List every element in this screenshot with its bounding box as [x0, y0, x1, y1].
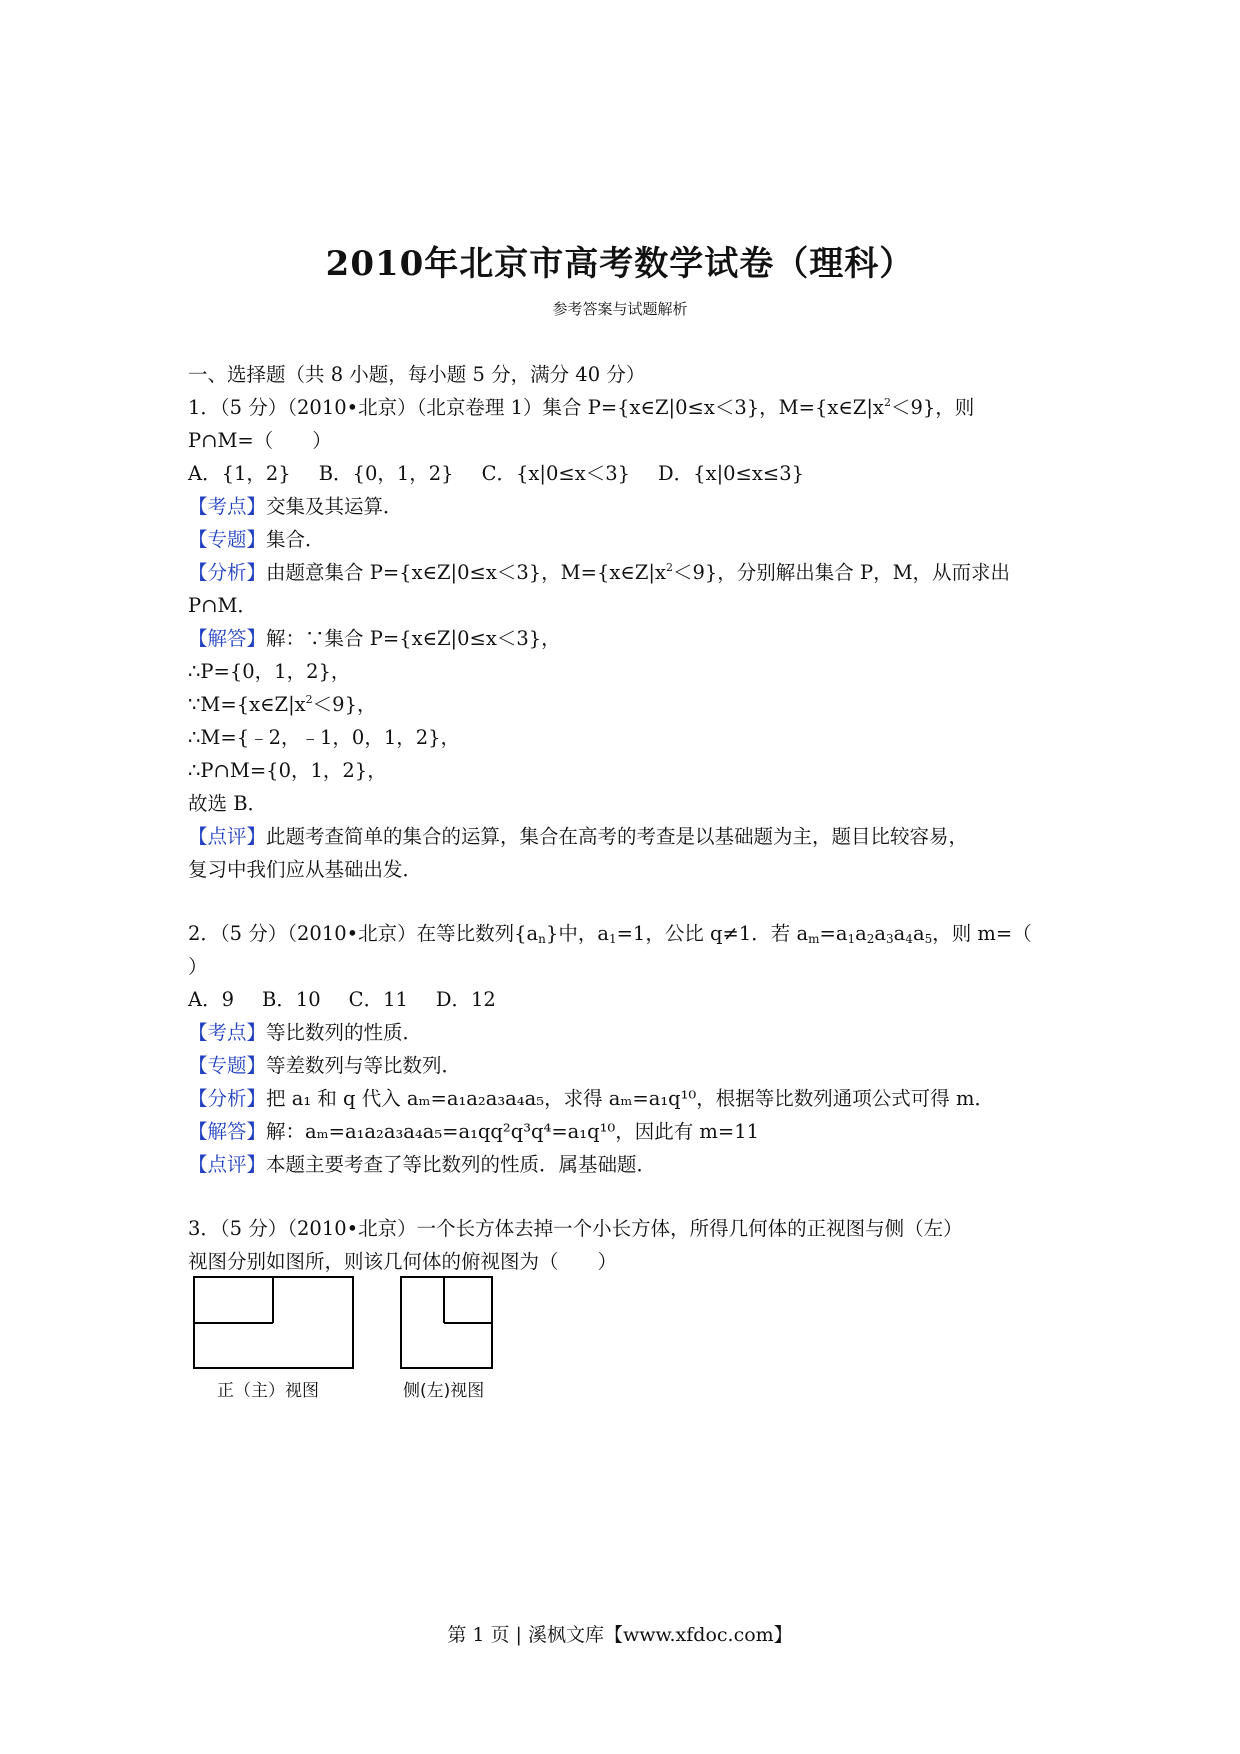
q2-sub: 1 — [608, 932, 617, 946]
q2-sub: 2 — [866, 932, 875, 946]
q2-dianping-text: 本题主要考查了等比数列的性质．属基础题． — [266, 1153, 657, 1176]
q1-jieda-line5: ∴P∩M={0，1，2}， — [188, 759, 387, 782]
page-title: 2010年北京市高考数学试卷（理科） — [325, 244, 915, 284]
q2-kaodian — [188, 1016, 1060, 1049]
content-body — [188, 358, 1060, 1278]
q1-fenxi-text-end: ＜9}，分别解出集合 P，M，从而求出 — [672, 561, 1011, 584]
jieda-tag: 【解答】 — [188, 1120, 267, 1143]
q2-sub: 3 — [886, 932, 894, 946]
q1-options — [188, 457, 1060, 490]
q2-sub: 5 — [924, 932, 933, 946]
front-view-figure — [193, 1276, 355, 1370]
q1-jieda-line2: ∴P={0，1，2}， — [188, 660, 351, 683]
fenxi-tag: 【分析】 — [188, 1087, 267, 1110]
q2-kaodian-text: 等比数列的性质． — [266, 1021, 423, 1044]
q1-jieda3-text: ∵M={x∈Z|x — [188, 693, 306, 716]
q1-option-d: D．{x|0≤x≤3} — [658, 462, 805, 485]
q1-zhuanti-text: 集合． — [266, 528, 325, 551]
q3-stem-line1: 3．（5 分）（2010•北京）一个长方体去掉一个小长方体，所得几何体的正视图与侧（左） — [188, 1217, 963, 1240]
q1-fenxi — [188, 556, 1060, 589]
q2-fenxi-text: 把 a₁ 和 q 代入 aₘ=a₁a₂a₃a₄a₅，求得 aₘ=a₁q¹⁰，根据等比数列通项公式可得 m． — [266, 1087, 994, 1110]
q2-option-d: D．12 — [435, 988, 496, 1011]
q2-sub: 4 — [905, 932, 913, 946]
q1-jieda-line6: 故选 B． — [188, 792, 268, 815]
page-footer: 第 1 页 | 溪枫文库【www.xfdoc.com】 — [447, 1624, 793, 1646]
zhuanti-tag: 【专题】 — [188, 528, 267, 551]
jieda-tag: 【解答】 — [188, 627, 267, 650]
q2-fenxi — [188, 1082, 1060, 1115]
q1-stem-line2: P∩M=（ ） — [188, 429, 332, 452]
q2-options — [188, 983, 1060, 1016]
q1-dianping — [188, 820, 1060, 853]
q1-jieda-line3 — [188, 688, 1060, 721]
q1-stem-line1 — [188, 391, 1060, 424]
q2-sub: n — [538, 932, 546, 946]
q1-dianping-text: 此题考查简单的集合的运算，集合在高考的考查是以基础题为主，题目比较容易， — [266, 825, 969, 848]
q2-sub: m — [808, 932, 820, 946]
q1-stem-text: 1．（5 分）（2010•北京）（北京卷理 1）集合 P={x∈Z|0≤x＜3}，M={x∈Z|x — [188, 396, 884, 419]
q2-stem-text: a — [893, 922, 906, 945]
q2-stem-text: ，则 m=（ — [932, 922, 1032, 945]
q2-option-b: B．10 — [262, 988, 321, 1011]
q2-stem-text: a — [912, 922, 925, 945]
q3-stem-line2: 视图分别如图所，则该几何体的俯视图为（ ） — [188, 1250, 618, 1273]
dianping-tag: 【点评】 — [188, 1153, 267, 1176]
q1-zhuanti — [188, 523, 1060, 556]
q1-jieda-line4: ∴M={﹣2，﹣1，0，1，2}， — [188, 726, 461, 749]
kaodian-tag: 【考点】 — [188, 495, 267, 518]
q2-zhuanti — [188, 1049, 1060, 1082]
fenxi-tag: 【分析】 — [188, 561, 267, 584]
q1-stem-text-end: ＜9}，则 — [890, 396, 975, 419]
q3-figures — [193, 1276, 513, 1406]
q1-jieda — [188, 622, 1060, 655]
q1-jieda3-sup: 2 — [305, 693, 313, 706]
q1-jieda-text: 解：∵集合 P={x∈Z|0≤x＜3}， — [266, 627, 561, 650]
q1-jieda3-text-end: ＜9}， — [312, 693, 377, 716]
side-view-caption: 侧(左)视图 — [403, 1381, 485, 1401]
spacer — [188, 1181, 1060, 1212]
q1-fenxi-line2: P∩M． — [188, 594, 257, 617]
q2-stem-text: 2．（5 分）（2010•北京）在等比数列{a — [188, 922, 539, 945]
q2-stem-line2: ） — [188, 955, 208, 978]
spacer — [188, 886, 1060, 917]
front-view-caption: 正（主）视图 — [217, 1381, 319, 1401]
zhuanti-tag: 【专题】 — [188, 1054, 267, 1077]
q2-stem-line1 — [188, 917, 1060, 950]
q1-fenxi-sup: 2 — [665, 561, 673, 574]
side-view-figure — [400, 1276, 494, 1370]
q2-jieda-text: 解：aₘ=a₁a₂a₃a₄a₅=a₁qq²q³q⁴=a₁q¹⁰，因此有 m=11 — [266, 1120, 760, 1143]
q1-kaodian-text: 交集及其运算． — [266, 495, 403, 518]
section-header: 一、选择题（共 8 小题，每小题 5 分，满分 40 分） — [188, 363, 646, 386]
q2-sub: 1 — [847, 932, 856, 946]
q1-kaodian — [188, 490, 1060, 523]
q1-option-c: C．{x|0≤x＜3} — [481, 462, 631, 485]
q1-dianping-line2: 复习中我们应从基础出发． — [188, 858, 423, 881]
q1-option-b: B．{0，1，2} — [318, 462, 454, 485]
q1-fenxi-text: 由题意集合 P={x∈Z|0≤x＜3}，M={x∈Z|x — [266, 561, 666, 584]
q2-stem-text: }中，a — [545, 922, 609, 945]
q1-option-a: A．{1，2} — [188, 462, 291, 485]
q2-option-a: A．9 — [188, 988, 234, 1011]
q2-stem-text: a — [874, 922, 887, 945]
q1-stem-sup: 2 — [883, 396, 891, 409]
dianping-tag: 【点评】 — [188, 825, 267, 848]
q2-dianping — [188, 1148, 1060, 1181]
q2-jieda — [188, 1115, 1060, 1148]
q2-stem-text: a — [855, 922, 867, 945]
q2-stem-text: =a — [819, 922, 848, 945]
kaodian-tag: 【考点】 — [188, 1021, 267, 1044]
q2-stem-text: =1，公比 q≠1．若 a — [616, 922, 809, 945]
q2-zhuanti-text: 等差数列与等比数列． — [266, 1054, 462, 1077]
page-subtitle: 参考答案与试题解析 — [552, 300, 688, 318]
q2-option-c: C．11 — [348, 988, 408, 1011]
